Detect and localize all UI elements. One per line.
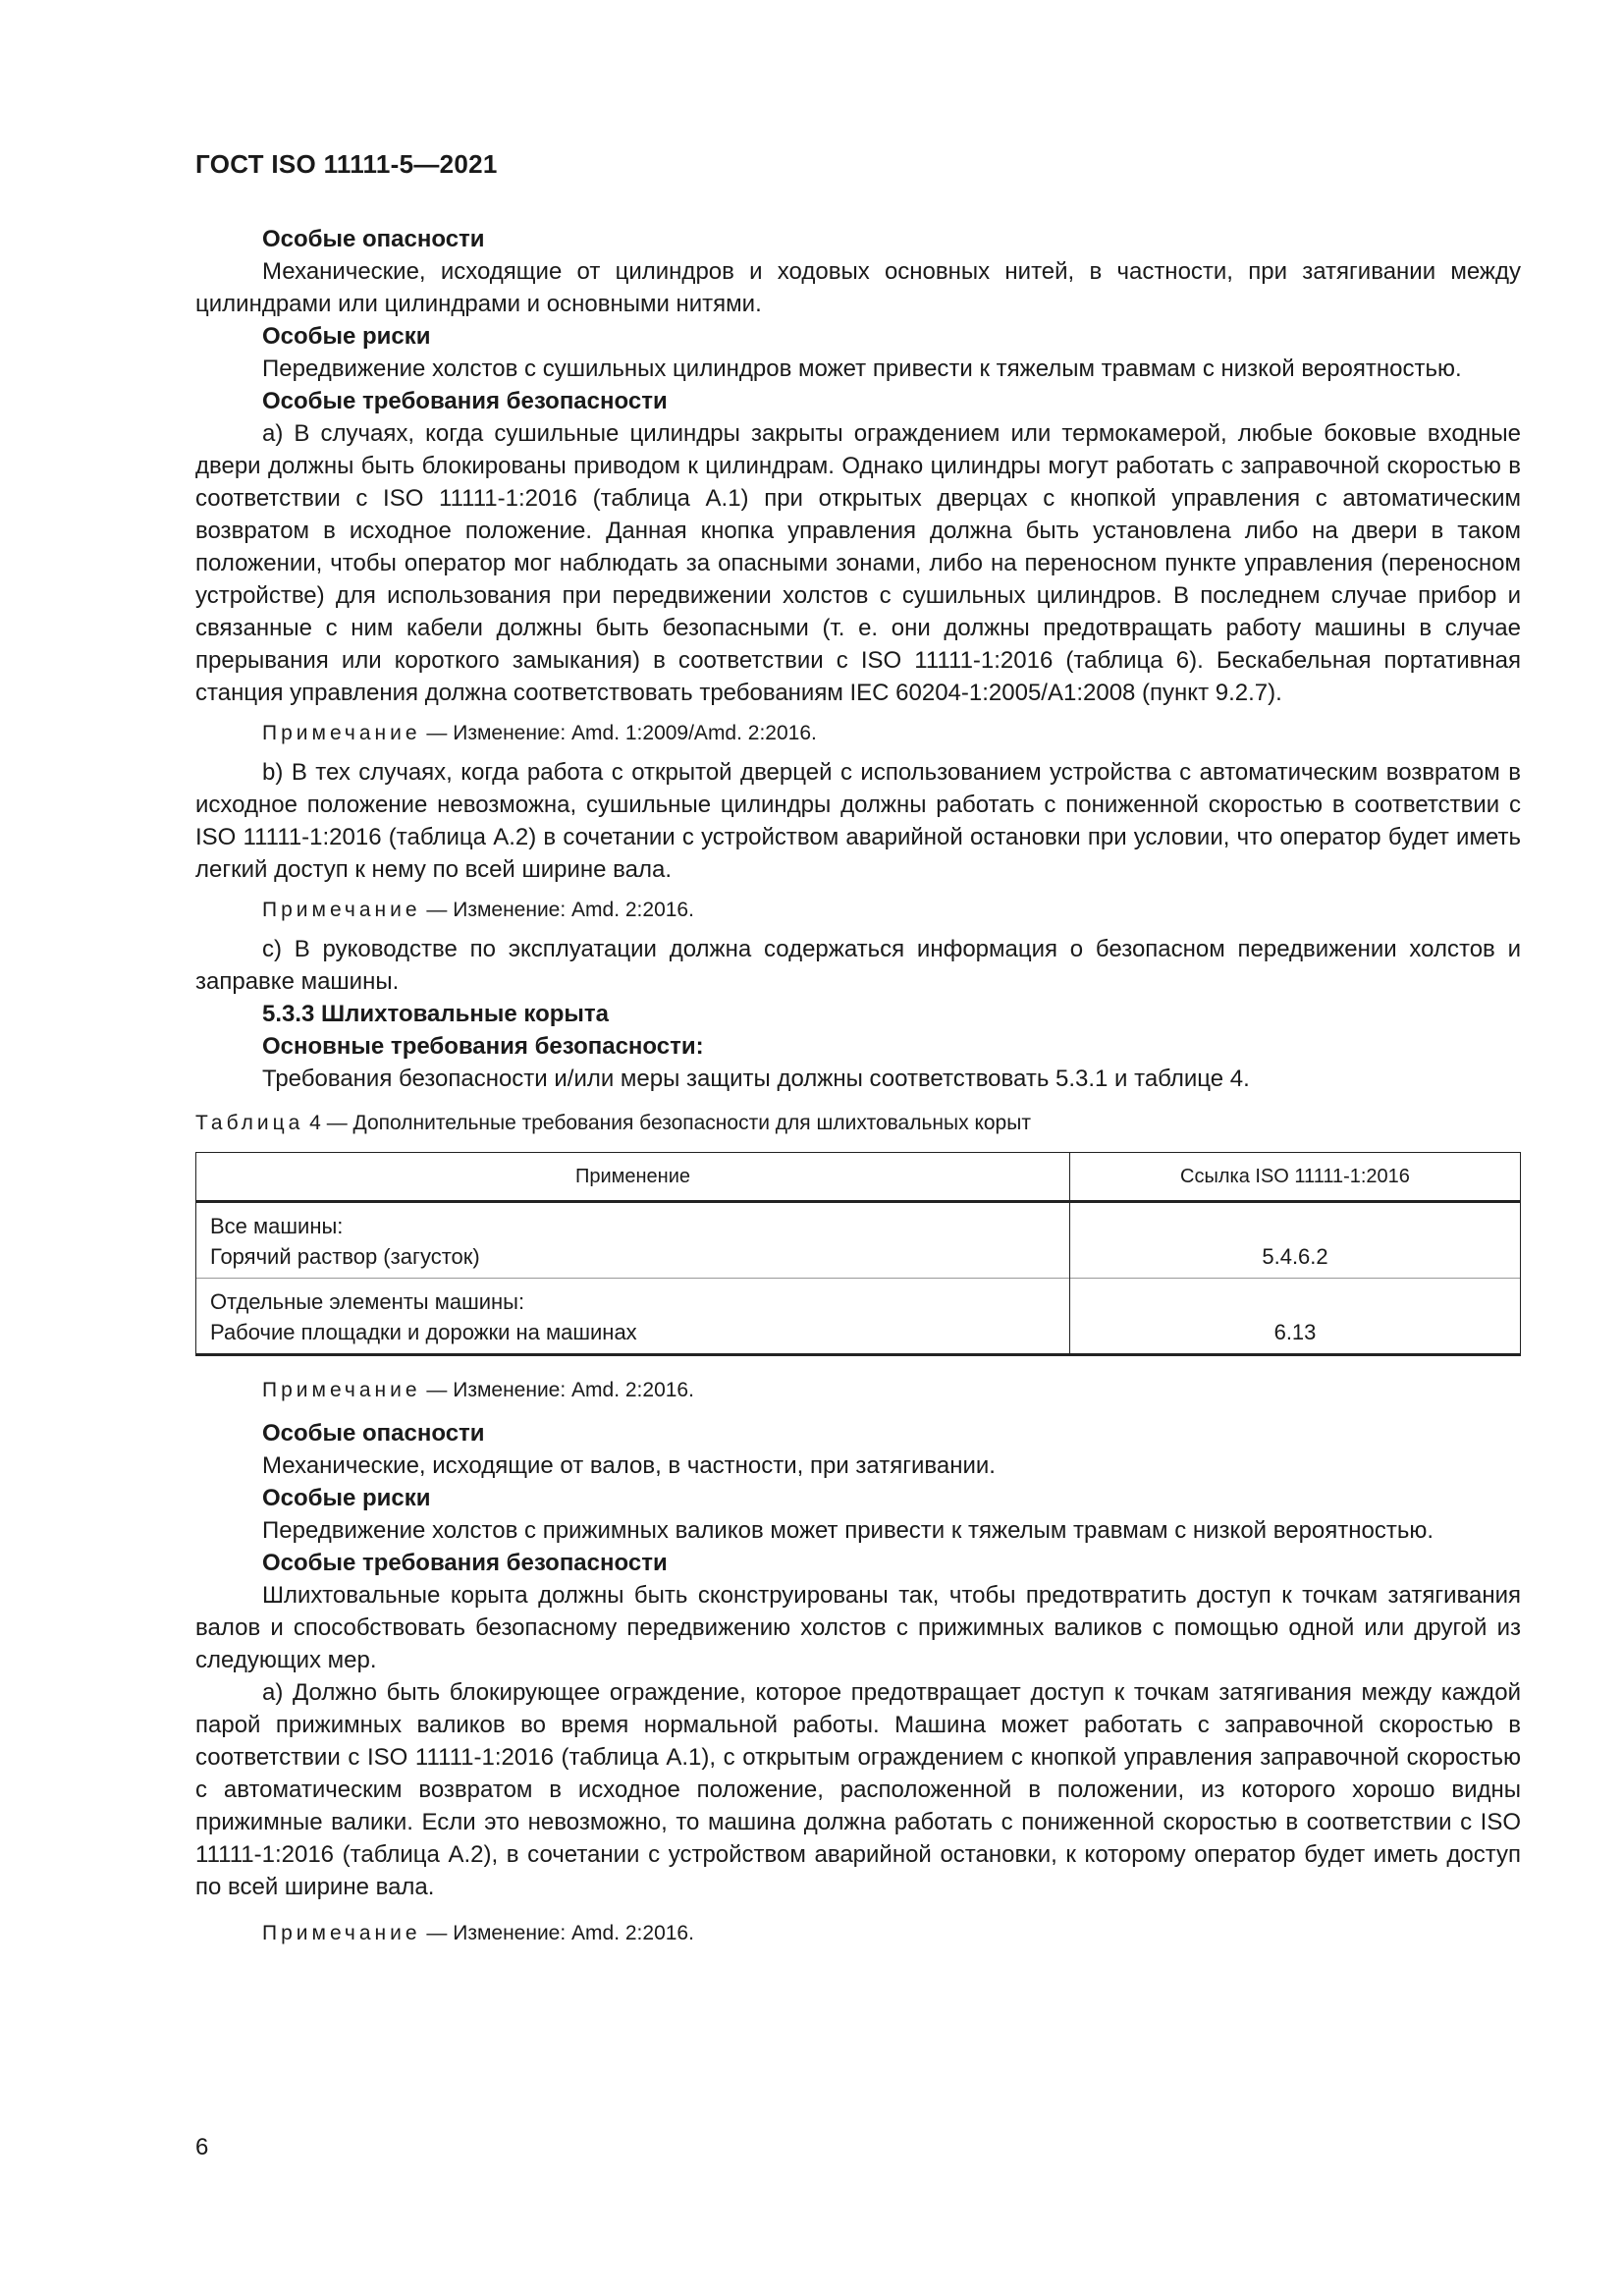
risks-text: Передвижение холстов с прижимных валиков может привести к тяжелым травмам с низкой вероятностью. (262, 1517, 1434, 1544)
section-title: 5.3.3 Шлихтовальные корыта (262, 1001, 610, 1027)
note-label: Примечание (262, 722, 421, 744)
note-text: — Изменение: Amd. 1:2009/Amd. 2:2016. (420, 722, 817, 744)
note (195, 1919, 1521, 1948)
risks-heading: Особые риски (262, 323, 431, 350)
table-header-row (196, 1153, 1521, 1202)
column-header-application: Применение (196, 1153, 1070, 1202)
note-label: Примечание (262, 1922, 421, 1944)
table-caption-text: 4 — Дополнительные требования безопасности для шлихтовальных корыт (303, 1112, 1031, 1134)
row-group: Отдельные элементы машины: (210, 1289, 525, 1314)
table-cell-reference: 6.13 (1070, 1279, 1521, 1355)
requirements-intro: Шлихтовальные корыта должны быть сконструированы так, чтобы предотвратить доступ к точкам затягивания валов и способствовать безопасному передвижению холстов с прижимных валиков с помощью одной или другой из следующих мер. (195, 1582, 1521, 1673)
requirement-item-a: а) Должно быть блокирующее ограждение, которое предотвращает доступ к точкам затягивания между каждой парой прижимных валиков во время нормальной работы. Машина может работать с заправочной скоростью в соответствии с ISO 11111-1:2016 (таблица А.1), с открытым ограждением с кнопкой управления заправочной скоростью с автоматическим возвратом в исходное положение, расположенной в положении, из которого хорошо видны прижимные валики. Если это невозможно, то машина должна работать с пониженной скоростью в соответствии с ISO 11111-1:2016 (таблица А.2), в сочетании с устройством аварийной остановки, к которому оператор будет иметь доступ по всей ширине вала. (195, 1679, 1521, 1900)
document-id: ГОСТ ISO 11111-5—2021 (195, 149, 498, 179)
table-row (196, 1279, 1521, 1355)
row-group: Все машины: (210, 1214, 344, 1238)
hazards-heading: Особые опасности (262, 226, 485, 252)
table-caption-label: Таблица (195, 1112, 304, 1134)
risks-text: Передвижение холстов с сушильных цилиндров может привести к тяжелым травмам с низкой вероятностью. (262, 355, 1462, 382)
note-label: Примечание (262, 1379, 421, 1401)
table-cell-application (196, 1202, 1070, 1279)
note-label: Примечание (262, 899, 421, 921)
column-header-reference: Ссылка ISO 11111-1:2016 (1070, 1153, 1521, 1202)
requirement-item-c: c) В руководстве по эксплуатации должна содержаться информация о безопасном передвижении холстов и заправке машины. (195, 936, 1521, 995)
requirements-heading: Особые требования безопасности (262, 1550, 668, 1576)
requirements-table (195, 1152, 1521, 1356)
note-text: — Изменение: Amd. 2:2016. (420, 1922, 694, 1944)
note-text: — Изменение: Amd. 2:2016. (420, 1379, 694, 1401)
row-item: Горячий раствор (загусток) (210, 1244, 480, 1269)
requirement-item-a: а) В случаях, когда сушильные цилиндры закрыты ограждением или термокамерой, любые боковые входные двери должны быть блокированы приводом к цилиндрам. Однако цилиндры могут работать с заправочной скоростью в соответствии с ISO 11111-1:2016 (таблица А.1) при открытых дверцах с кнопкой управления с автоматическим возвратом в исходное положение. Данная кнопка управления должна быть установлена либо на двери в таком положении, чтобы оператор мог наблюдать за опасными зонами, либо на переносном пункте управления (переносном устройстве) для использования при передвижении холстов с сушильных цилиндров. В последнем случае прибор и связанные с ним кабели должны быть безопасными (т. е. они должны предотвращать работу машины в случае прерывания или короткого замыкания) в соответствии с ISO 11111-1:2016 (таблица 6). Бескабельная портативная станция управления должна соответствовать требованиям IEC 60204-1:2005/A1:2008 (пункт 9.2.7). (195, 420, 1521, 706)
requirements-heading: Особые требования безопасности (262, 388, 668, 414)
basic-requirements-heading: Основные требования безопасности: (262, 1033, 704, 1060)
hazards-text: Механические, исходящие от валов, в частности, при затягивании. (262, 1452, 996, 1479)
table-cell-reference: 5.4.6.2 (1070, 1202, 1521, 1279)
document-body (195, 223, 1521, 1956)
requirement-item-b: b) В тех случаях, когда работа с открытой дверцей с использованием устройства с автоматическим возвратом в исходное положение невозможна, сушильные цилиндры должны работать с пониженной скоростью в соответствии с ISO 11111-1:2016 (таблица А.2) в сочетании с устройством аварийной остановки при условии, что оператор будет иметь легкий доступ к нему по всей ширине вала. (195, 759, 1521, 883)
table-row (196, 1202, 1521, 1279)
page-number: 6 (195, 2134, 209, 2160)
basic-requirements-text: Требования безопасности и/или меры защиты должны соответствовать 5.3.1 и таблице 4. (262, 1066, 1250, 1092)
risks-heading: Особые риски (262, 1485, 431, 1511)
note-a (195, 719, 1521, 748)
hazards-heading: Особые опасности (262, 1420, 485, 1447)
note-b (195, 896, 1521, 925)
table-caption (195, 1109, 1521, 1138)
row-item: Рабочие площадки и дорожки на машинах (210, 1320, 637, 1344)
hazards-text: Механические, исходящие от цилиндров и ходовых основных нитей, в частности, при затягивании между цилиндрами или цилиндрами и основными нитями. (195, 258, 1521, 317)
table-cell-application (196, 1279, 1070, 1355)
table-note (195, 1376, 1521, 1405)
note-text: — Изменение: Amd. 2:2016. (420, 899, 694, 921)
